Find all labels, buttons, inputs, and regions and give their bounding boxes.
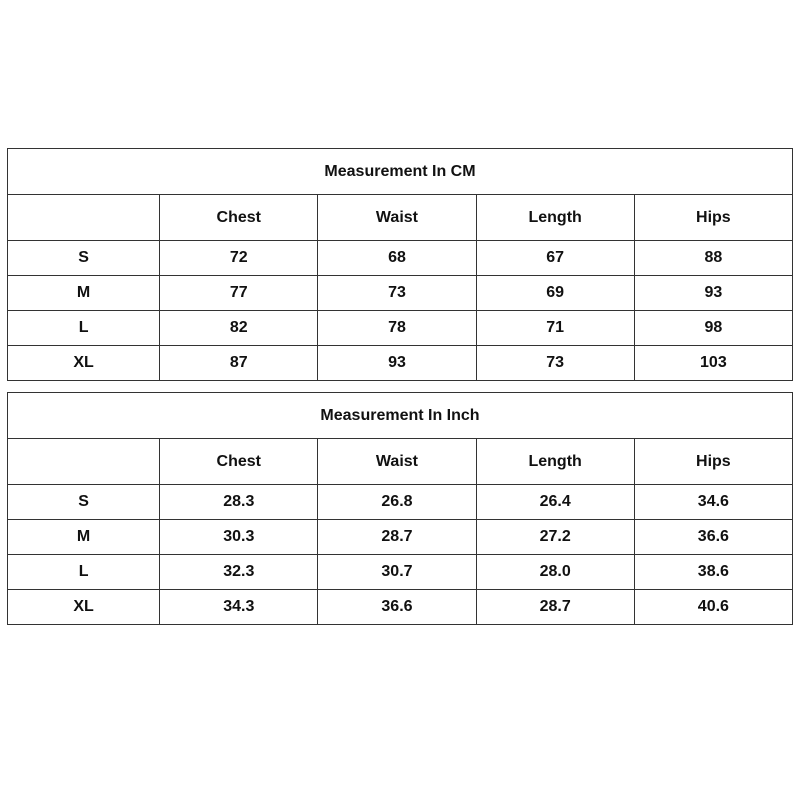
column-header-size bbox=[8, 439, 160, 485]
length-value: 73 bbox=[476, 346, 634, 381]
size-label: XL bbox=[8, 346, 160, 381]
table-row bbox=[8, 590, 793, 625]
waist-value: 36.6 bbox=[318, 590, 476, 625]
waist-value: 93 bbox=[318, 346, 476, 381]
column-header-length: Length bbox=[476, 439, 634, 485]
column-header-hips: Hips bbox=[634, 439, 792, 485]
table-row bbox=[8, 555, 793, 590]
column-header-size bbox=[8, 195, 160, 241]
size-label: L bbox=[8, 311, 160, 346]
chest-value: 30.3 bbox=[160, 520, 318, 555]
length-value: 28.7 bbox=[476, 590, 634, 625]
table-row bbox=[8, 241, 793, 276]
waist-value: 73 bbox=[318, 276, 476, 311]
waist-value: 26.8 bbox=[318, 485, 476, 520]
column-header-chest: Chest bbox=[160, 439, 318, 485]
hips-value: 38.6 bbox=[634, 555, 792, 590]
column-header-length: Length bbox=[476, 195, 634, 241]
column-header-chest: Chest bbox=[160, 195, 318, 241]
hips-value: 36.6 bbox=[634, 520, 792, 555]
table-row bbox=[8, 311, 793, 346]
size-chart-cm-table bbox=[7, 148, 793, 381]
length-value: 28.0 bbox=[476, 555, 634, 590]
size-label: XL bbox=[8, 590, 160, 625]
waist-value: 28.7 bbox=[318, 520, 476, 555]
column-header-hips: Hips bbox=[634, 195, 792, 241]
size-label: L bbox=[8, 555, 160, 590]
size-label: S bbox=[8, 485, 160, 520]
column-header-waist: Waist bbox=[318, 439, 476, 485]
chest-value: 77 bbox=[160, 276, 318, 311]
header-row bbox=[8, 439, 793, 485]
hips-value: 40.6 bbox=[634, 590, 792, 625]
chest-value: 72 bbox=[160, 241, 318, 276]
length-value: 69 bbox=[476, 276, 634, 311]
chest-value: 34.3 bbox=[160, 590, 318, 625]
column-header-waist: Waist bbox=[318, 195, 476, 241]
table-row bbox=[8, 485, 793, 520]
chest-value: 32.3 bbox=[160, 555, 318, 590]
hips-value: 103 bbox=[634, 346, 792, 381]
chest-value: 82 bbox=[160, 311, 318, 346]
hips-value: 88 bbox=[634, 241, 792, 276]
hips-value: 34.6 bbox=[634, 485, 792, 520]
table-row bbox=[8, 346, 793, 381]
waist-value: 30.7 bbox=[318, 555, 476, 590]
table-row bbox=[8, 276, 793, 311]
header-row bbox=[8, 195, 793, 241]
table-title: Measurement In CM bbox=[8, 149, 793, 195]
table-row bbox=[8, 520, 793, 555]
chest-value: 28.3 bbox=[160, 485, 318, 520]
size-chart-inch-table bbox=[7, 392, 793, 625]
size-label: M bbox=[8, 276, 160, 311]
size-label: M bbox=[8, 520, 160, 555]
table-title: Measurement In Inch bbox=[8, 393, 793, 439]
length-value: 27.2 bbox=[476, 520, 634, 555]
length-value: 26.4 bbox=[476, 485, 634, 520]
size-label: S bbox=[8, 241, 160, 276]
chest-value: 87 bbox=[160, 346, 318, 381]
length-value: 67 bbox=[476, 241, 634, 276]
length-value: 71 bbox=[476, 311, 634, 346]
hips-value: 93 bbox=[634, 276, 792, 311]
waist-value: 68 bbox=[318, 241, 476, 276]
hips-value: 98 bbox=[634, 311, 792, 346]
waist-value: 78 bbox=[318, 311, 476, 346]
